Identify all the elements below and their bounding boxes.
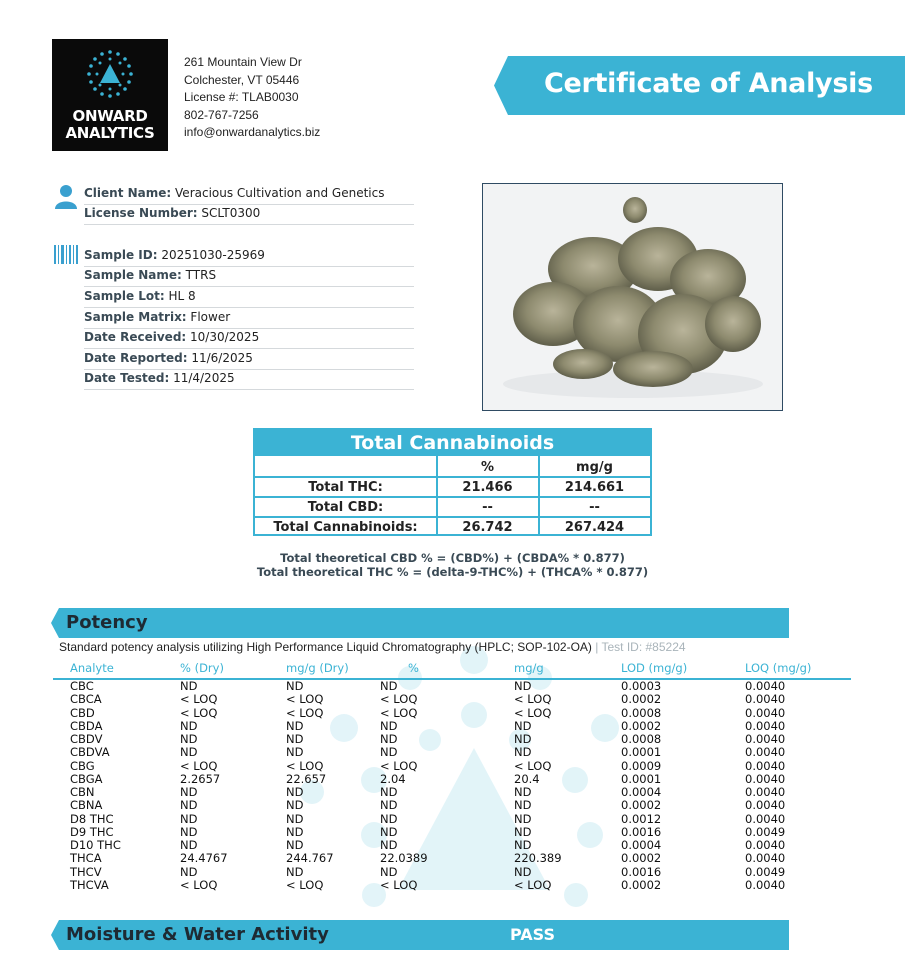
potency-cell-mg: ND xyxy=(514,838,532,852)
moisture-status: PASS xyxy=(510,925,555,944)
formula-notes xyxy=(0,551,905,579)
potency-cell-pct-dry: ND xyxy=(180,785,198,799)
col-pct-dry: % (Dry) xyxy=(180,661,224,675)
potency-cell-analyte: THCA xyxy=(70,851,102,866)
col-lod: LOD (mg/g) xyxy=(621,661,688,675)
potency-cell-mg-dry: ND xyxy=(286,718,304,733)
person-icon xyxy=(54,184,78,210)
header-divider xyxy=(53,678,851,680)
potency-cell-pct-dry: 2.2657 xyxy=(180,771,221,786)
potency-cell-pct-dry: ND xyxy=(180,679,198,693)
potency-cell-mg-dry: < LOQ xyxy=(286,877,324,892)
potency-cell-mg-dry: ND xyxy=(286,798,304,813)
date-reported-label: Date Reported: xyxy=(84,351,188,365)
potency-cell-mg-dry: ND xyxy=(286,785,304,799)
client-license-row xyxy=(84,204,414,225)
tc-col-pct: % xyxy=(480,460,495,475)
potency-cell-mg: < LOQ xyxy=(514,877,552,892)
potency-cell-pct: ND xyxy=(380,798,398,813)
potency-cell-loq: 0.0049 xyxy=(745,864,786,879)
potency-cell-analyte: THCV xyxy=(70,864,102,879)
potency-cell-mg-dry: < LOQ xyxy=(286,692,324,707)
sample-matrix-value: Flower xyxy=(186,310,231,324)
potency-cell-lod: 0.0012 xyxy=(621,811,662,826)
potency-cell-loq: 0.0040 xyxy=(745,811,786,826)
sample-id-row xyxy=(84,246,414,267)
potency-cell-mg-dry: ND xyxy=(286,732,304,746)
potency-cell-mg: ND xyxy=(514,824,532,839)
potency-cell-pct: ND xyxy=(380,718,398,733)
sample-name-label: Sample Name: xyxy=(84,268,182,282)
potency-cell-pct: ND xyxy=(380,679,398,693)
potency-cell-mg: ND xyxy=(514,732,532,746)
lab-logo xyxy=(52,39,168,151)
potency-cell-analyte: CBG xyxy=(70,758,95,773)
potency-cell-mg-dry: ND xyxy=(286,824,304,839)
client-name-label: Client Name: xyxy=(84,186,172,200)
tc-cbd-mg: -- xyxy=(589,500,600,515)
potency-cell-loq: 0.0040 xyxy=(745,877,786,892)
potency-cell-pct-dry: ND xyxy=(180,811,198,826)
col-pct: % xyxy=(408,661,419,675)
tc-total-pct: 26.742 xyxy=(462,520,513,535)
potency-cell-loq: 0.0040 xyxy=(745,705,786,720)
potency-cell-loq: 0.0040 xyxy=(745,718,786,733)
moisture-title: Moisture & Water Activity xyxy=(66,924,329,945)
client-name-value: Veracious Cultivation and Genetics xyxy=(171,186,385,200)
tc-thc-mg: 214.661 xyxy=(564,480,625,495)
potency-cell-pct: ND xyxy=(380,785,398,799)
potency-cell-analyte: CBDVA xyxy=(70,745,110,760)
potency-cell-mg-dry: 244.767 xyxy=(286,851,334,866)
potency-cell-loq: 0.0049 xyxy=(745,824,786,839)
potency-cell-lod: 0.0002 xyxy=(621,851,662,866)
potency-cell-mg: 220.389 xyxy=(514,851,562,866)
sample-id-value: 20251030-25969 xyxy=(157,248,265,262)
potency-cell-mg: ND xyxy=(514,811,532,826)
sample-name-value: TTRS xyxy=(181,268,217,282)
date-tested-row xyxy=(84,369,414,390)
potency-cell-pct: ND xyxy=(380,811,398,826)
potency-cell-pct-dry: ND xyxy=(180,798,198,813)
potency-cell-pct-dry: ND xyxy=(180,838,198,852)
potency-cell-analyte: CBDV xyxy=(70,732,103,746)
potency-cell-loq: 0.0040 xyxy=(745,771,786,786)
potency-cell-lod: 0.0002 xyxy=(621,692,662,707)
potency-cell-analyte: CBGA xyxy=(70,771,103,786)
potency-cell-analyte: CBCA xyxy=(70,692,102,707)
formula-cbd: Total theoretical CBD % = (CBD%) + (CBDA% * 0.877) xyxy=(280,551,625,565)
barcode-icon xyxy=(54,245,78,264)
lab-address1: 261 Mountain View Dr xyxy=(184,55,302,69)
potency-cell-mg-dry: < LOQ xyxy=(286,705,324,720)
date-reported-row xyxy=(84,349,414,370)
potency-cell-mg: ND xyxy=(514,798,532,813)
flower-buds-image xyxy=(483,184,782,410)
potency-cell-analyte: CBN xyxy=(70,785,95,799)
potency-cell-loq: 0.0040 xyxy=(745,679,786,693)
col-loq: LOQ (mg/g) xyxy=(745,661,812,675)
client-license-label: License Number: xyxy=(84,206,198,220)
potency-cell-analyte: CBDA xyxy=(70,718,103,733)
potency-cell-lod: 0.0002 xyxy=(621,718,662,733)
potency-cell-mg-dry: 22.657 xyxy=(286,771,327,786)
potency-cell-pct-dry: ND xyxy=(180,824,198,839)
potency-cell-pct-dry: ND xyxy=(180,745,198,760)
logo-line2: ANALYTICS xyxy=(65,124,155,142)
potency-cell-mg: ND xyxy=(514,864,532,879)
potency-cell-loq: 0.0040 xyxy=(745,758,786,773)
potency-cell-mg: < LOQ xyxy=(514,692,552,707)
tc-col-mg: mg/g xyxy=(576,460,613,475)
potency-cell-loq: 0.0040 xyxy=(745,785,786,799)
potency-cell-pct: ND xyxy=(380,732,398,746)
client-license-value: SCLT0300 xyxy=(197,206,261,220)
potency-cell-mg-dry: ND xyxy=(286,864,304,879)
potency-cell-analyte: D10 THC xyxy=(70,838,121,852)
sample-lot-value: HL 8 xyxy=(164,289,196,303)
date-received-label: Date Received: xyxy=(84,330,187,344)
sample-lot-label: Sample Lot: xyxy=(84,289,165,303)
potency-cell-pct: ND xyxy=(380,838,398,852)
potency-cell-loq: 0.0040 xyxy=(745,745,786,760)
method-text: Standard potency analysis utilizing High Performance Liquid Chromatography (HPLC; SOP-102-OA) xyxy=(59,640,592,654)
potency-cell-mg: ND xyxy=(514,745,532,760)
potency-cell-mg: ND xyxy=(514,718,532,733)
tc-total-label: Total Cannabinoids: xyxy=(273,520,418,535)
potency-cell-lod: 0.0009 xyxy=(621,758,662,773)
lab-license: License #: TLAB0030 xyxy=(184,90,299,105)
date-received-row xyxy=(84,328,414,349)
potency-cell-mg-dry: ND xyxy=(286,838,304,852)
potency-cell-pct-dry: ND xyxy=(180,732,198,746)
potency-title: Potency xyxy=(66,612,148,633)
potency-cell-mg: 20.4 xyxy=(514,771,540,786)
potency-cell-analyte: THCVA xyxy=(70,877,109,892)
potency-cell-analyte: D9 THC xyxy=(70,824,114,839)
lab-contact xyxy=(184,54,320,142)
potency-cell-mg: ND xyxy=(514,679,532,693)
sample-id-label: Sample ID: xyxy=(84,248,158,262)
potency-cell-pct: ND xyxy=(380,864,398,879)
potency-cell-loq: 0.0040 xyxy=(745,838,786,852)
sample-lot-row xyxy=(84,287,414,308)
potency-cell-analyte: CBC xyxy=(70,679,94,693)
date-reported-value: 11/6/2025 xyxy=(187,351,253,365)
potency-cell-lod: 0.0004 xyxy=(621,785,662,799)
potency-cell-lod: 0.0002 xyxy=(621,798,662,813)
col-mg-dry: mg/g (Dry) xyxy=(286,661,349,675)
potency-cell-mg: < LOQ xyxy=(514,758,552,773)
potency-cell-loq: 0.0040 xyxy=(745,851,786,866)
potency-cell-lod: 0.0004 xyxy=(621,838,662,852)
potency-cell-mg-dry: < LOQ xyxy=(286,758,324,773)
watermark-logo-icon xyxy=(290,640,630,930)
potency-cell-pct: 2.04 xyxy=(380,771,406,786)
potency-cell-mg-dry: ND xyxy=(286,745,304,760)
tc-thc-pct: 21.466 xyxy=(462,480,513,495)
lab-phone: 802-767-7256 xyxy=(184,107,259,122)
potency-cell-pct-dry: < LOQ xyxy=(180,692,218,707)
date-tested-label: Date Tested: xyxy=(84,371,170,385)
potency-cell-analyte: CBNA xyxy=(70,798,103,813)
potency-cell-pct: < LOQ xyxy=(380,705,418,720)
potency-cell-mg: < LOQ xyxy=(514,705,552,720)
sample-photo xyxy=(482,183,783,411)
potency-cell-pct-dry: < LOQ xyxy=(180,877,218,892)
sample-matrix-label: Sample Matrix: xyxy=(84,310,187,324)
tc-total-mg: 267.424 xyxy=(564,520,625,535)
date-received-value: 10/30/2025 xyxy=(186,330,260,344)
client-name-row xyxy=(84,184,414,205)
col-analyte: Analyte xyxy=(70,661,114,675)
potency-cell-pct-dry: 24.4767 xyxy=(180,851,228,866)
lab-address2: Colchester, VT 05446 xyxy=(184,72,300,87)
formula-thc: Total theoretical THC % = (delta-9-THC%) + (THCA% * 0.877) xyxy=(256,565,649,579)
potency-cell-analyte: CBD xyxy=(70,705,95,720)
test-id: | Test ID: #85224 xyxy=(591,640,686,654)
potency-cell-mg: ND xyxy=(514,785,532,799)
potency-cell-pct: ND xyxy=(380,745,398,760)
sample-name-row xyxy=(84,266,414,287)
potency-cell-pct: ND xyxy=(380,824,398,839)
potency-cell-pct: 22.0389 xyxy=(380,851,428,866)
potency-cell-lod: 0.0008 xyxy=(621,732,662,746)
tc-cbd-pct: -- xyxy=(482,500,493,515)
potency-cell-lod: 0.0002 xyxy=(621,877,662,892)
sample-matrix-row xyxy=(84,308,414,329)
tc-thc-label: Total THC: xyxy=(308,480,383,495)
potency-cell-analyte: D8 THC xyxy=(70,811,114,826)
lab-email: info@onwardanalytics.biz xyxy=(184,125,321,140)
potency-cell-pct: < LOQ xyxy=(380,758,418,773)
potency-cell-lod: 0.0003 xyxy=(621,679,662,693)
potency-cell-pct: < LOQ xyxy=(380,692,418,707)
col-mg: mg/g xyxy=(514,661,544,675)
potency-cell-lod: 0.0001 xyxy=(621,771,662,786)
potency-cell-loq: 0.0040 xyxy=(745,732,786,746)
potency-cell-pct: < LOQ xyxy=(380,877,418,892)
tc-cbd-label: Total CBD: xyxy=(307,500,384,515)
total-cannabinoids-title: Total Cannabinoids xyxy=(255,430,650,456)
potency-cell-pct-dry: < LOQ xyxy=(180,705,218,720)
potency-cell-loq: 0.0040 xyxy=(745,692,786,707)
potency-cell-lod: 0.0016 xyxy=(621,864,662,879)
page-title: Certificate of Analysis xyxy=(544,68,873,99)
potency-cell-loq: 0.0040 xyxy=(745,798,786,813)
logo-line1: ONWARD xyxy=(72,107,148,125)
potency-cell-lod: 0.0008 xyxy=(621,705,662,720)
date-tested-value: 11/4/2025 xyxy=(169,371,235,385)
potency-cell-mg-dry: ND xyxy=(286,811,304,826)
potency-method xyxy=(59,640,686,654)
potency-cell-lod: 0.0001 xyxy=(621,745,662,760)
potency-cell-mg-dry: ND xyxy=(286,679,304,693)
potency-cell-pct-dry: < LOQ xyxy=(180,758,218,773)
potency-cell-pct-dry: ND xyxy=(180,864,198,879)
potency-bar xyxy=(51,608,789,638)
potency-cell-lod: 0.0016 xyxy=(621,824,662,839)
potency-cell-pct-dry: ND xyxy=(180,718,198,733)
